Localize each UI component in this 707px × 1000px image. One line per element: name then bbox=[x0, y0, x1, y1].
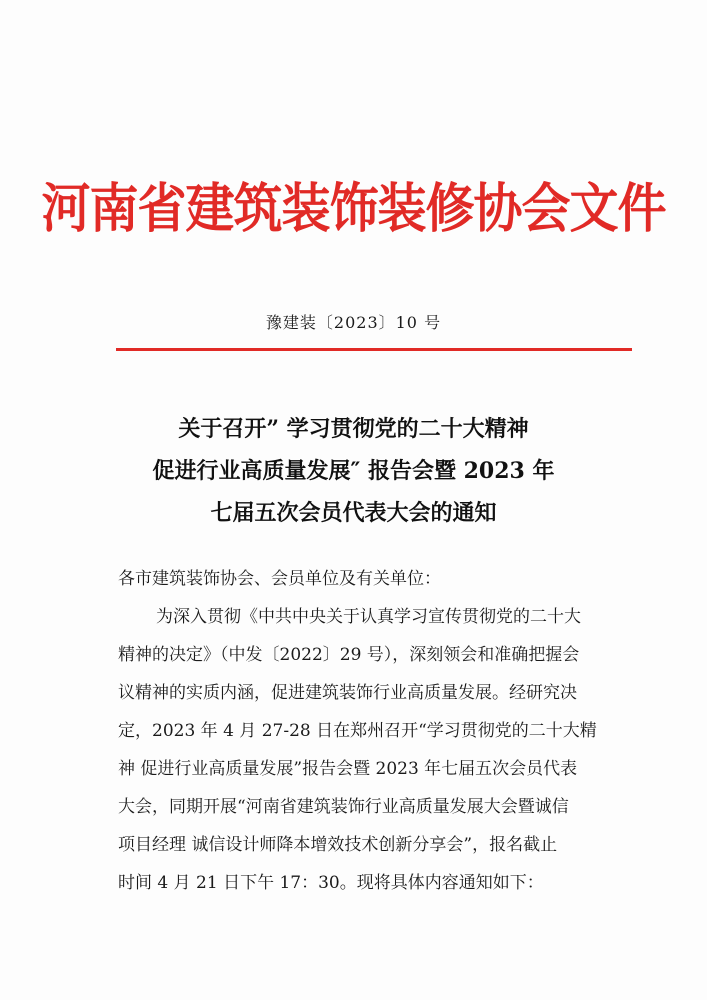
document-number: 豫建装〔2023〕10 号 bbox=[265, 313, 442, 332]
notice-title-line-3: 七届五次会员代表大会的通知 bbox=[210, 500, 497, 526]
body-line-7: 项目经理 诚信设计师降本增效技术创新分享会”，报名截止 bbox=[118, 835, 558, 855]
body-line-6: 大会，同期开展“河南省建筑装饰行业高质量发展大会暨诚信 bbox=[118, 797, 569, 817]
document-header-title: 河南省建筑装饰装修协会文件 bbox=[41, 176, 666, 240]
body-line-8: 时间 4 月 21 日下午 17：30。现将具体内容通知如下： bbox=[118, 873, 544, 893]
notice-title-line-1: 关于召开” 学习贯彻党的二十大精神 bbox=[178, 416, 529, 442]
notice-title bbox=[0, 408, 707, 534]
body-line-2: 精神的决定》（中发〔2022〕29 号），深刻领会和准确把握会 bbox=[118, 645, 580, 665]
red-divider-line bbox=[116, 348, 632, 351]
body-line-1: 为深入贯彻《中共中央关于认真学习宣传贯彻党的二十大 bbox=[156, 607, 581, 627]
notice-title-line-2: 促进行业高质量发展″ 报告会暨 2023 年 bbox=[152, 458, 555, 484]
body-line-5: 神 促进行业高质量发展”报告会暨 2023 年七届五次会员代表 bbox=[118, 759, 578, 779]
body-line-3: 议精神的实质内涵，促进建筑装饰行业高质量发展。经研究决 bbox=[118, 683, 577, 703]
body-paragraph bbox=[118, 605, 638, 909]
addressee: 各市建筑装饰协会、会员单位及有关单位： bbox=[118, 569, 441, 589]
body-line-4: 定，2023 年 4 月 27-28 日在郑州召开“学习贯彻党的二十大精 bbox=[118, 721, 597, 741]
